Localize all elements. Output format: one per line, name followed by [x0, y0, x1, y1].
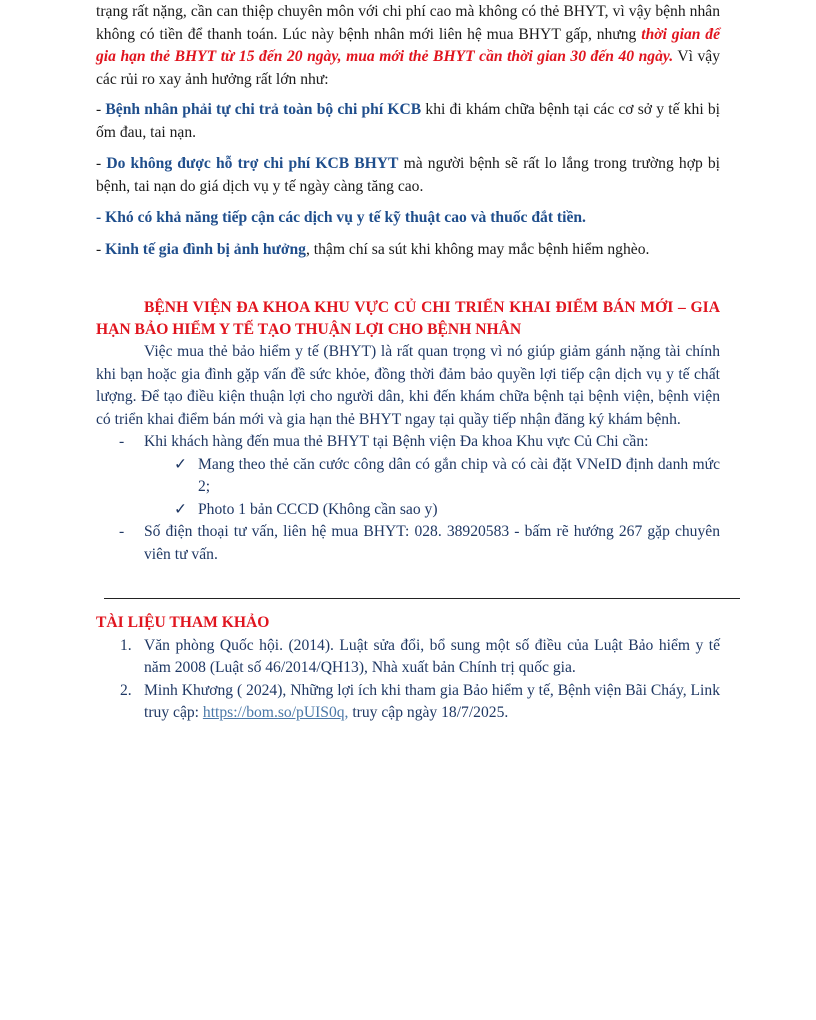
risk-item: - Do không được hỗ trợ chi phí KCB BHYT mà người bệnh sẽ rất lo lắng trong trường hợp bị bệnh, tai nạn do giá dịch vụ y tế ngày càng tăng cao.	[96, 155, 721, 195]
document-page	[96, 1, 720, 566]
checklist-item: ✓ Photo 1 bản CCCD (Không cần sao y)	[96, 499, 720, 522]
checklist-item: ✓ Mang theo thẻ căn cước công dân có gắn chip và có cài đặt VNeID định danh mức 2;	[174, 455, 720, 495]
risk-item: - Khó có khả năng tiếp cận các dịch vụ y tế kỹ thuật cao và thuốc đắt tiền.	[96, 209, 586, 226]
section-paragraph: Việc mua thẻ bảo hiểm y tế (BHYT) là rất quan trọng vì nó giúp giảm gánh nặng tài chính khi bạn hoặc gia đình gặp vấn đề sức khỏe, đồng thời đảm bảo quyền lợi tiếp cận dịch vụ y tế chất lượng. Để tạo điều kiện thuận lợi cho người dân, khi đến khám chữa bệnh tại bệnh viện, bệnh viện có triển khai điểm bán mới và gia hạn thẻ BHYT ngay tại quầy tiếp nhận đăng ký khám bệnh.	[96, 343, 720, 428]
check-icon: ✓	[174, 500, 188, 518]
risk-item: - Kinh tế gia đình bị ảnh hưởng, thậm chí sa sút khi không may mắc bệnh hiểm nghèo.	[96, 240, 650, 258]
horizontal-divider	[104, 598, 740, 599]
risk-item: - Bệnh nhân phải tự chi trả toàn bộ chi phí KCB khi đi khám chữa bệnh tại các cơ sở y tế khi bị ốm đau, tai nạn.	[96, 101, 720, 141]
dash-marker: -	[119, 433, 125, 450]
section-heading: BỆNH VIỆN ĐA KHOA KHU VỰC CỦ CHI TRIỂN KHAI ĐIỂM BÁN MỚI – GIA HẠN BẢO HIỂM Y TẾ TẠO THUẬN LỢI CHO BỆNH NHÂN	[96, 299, 720, 338]
duration-highlight: thời gian để gia hạn thẻ BHYT từ 15 đến 20 ngày, mua mới thẻ BHYT cần thời gian 30 đến 40 ngày.	[96, 25, 720, 65]
reference-link[interactable]: https://bom.so/pUIS0q,	[202, 704, 349, 721]
reference-item: 2. Minh Khương ( 2024), Những lợi ích khi tham gia Bảo hiểm y tế, Bệnh viện Bãi Cháy, Link truy cập: https://bom.so/pUIS0q, truy cập ngày 18/7/2025.	[120, 681, 720, 721]
intro-paragraph: trạng rất nặng, cần can thiệp chuyên môn với chi phí cao mà không có thẻ BHYT, vì vậy bệnh nhân không có tiền để thanh toán. Lúc này bệnh nhân mới liên hệ mua BHYT gấp, nhưng thời gian để gia hạn thẻ BHYT từ 15 đến 20 ngày, mua mới thẻ BHYT cần thời gian 30 đến 40 ngày. Vì vậy các rủi ro xay ảnh hưởng rất lớn như:	[96, 3, 720, 88]
references-title: TÀI LIỆU THAM KHẢO	[96, 614, 270, 631]
list-item: - Khi khách hàng đến mua thẻ BHYT tại Bệnh viện Đa khoa Khu vực Củ Chi cần:	[96, 431, 720, 454]
check-icon: ✓	[174, 455, 188, 473]
references-section	[96, 612, 720, 725]
reference-item: 1. Văn phòng Quốc hội. (2014). Luật sửa đổi, bổ sung một số điều của Luật Bảo hiểm y tế năm 2008 (Luật số 46/2014/QH13), Nhà xuất bản Chính trị quốc gia.	[120, 636, 720, 676]
dash-marker: -	[119, 523, 125, 540]
list-item: - Số điện thoại tư vấn, liên hệ mua BHYT: 028. 38920583 - bấm rẽ hướng 267 gặp chuyên viên tư vấn.	[119, 523, 720, 563]
